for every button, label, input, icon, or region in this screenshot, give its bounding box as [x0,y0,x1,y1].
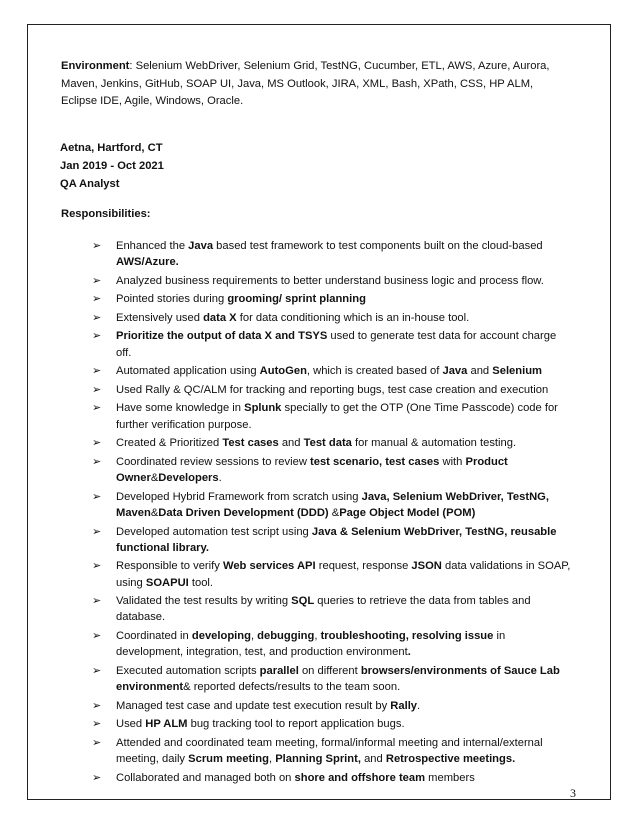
text: Executed automation scripts [116,664,260,677]
text: . [417,699,421,712]
text: Pointed stories during [116,293,228,306]
text: Collaborated and managed both on [116,771,295,784]
responsibility-item [92,310,572,326]
bold-text: Rally [390,699,418,712]
text: Automated application using [116,365,260,378]
text: Coordinated in [116,630,192,643]
responsibility-item [92,663,572,696]
bold-text: SOAPUI [145,576,189,589]
bold-text: Developers [158,472,219,485]
text: Attended and coordinated team meeting, formal/informal meeting and internal/external meeting, daily [116,736,543,766]
bold-text: Data Driven Development (DDD) [158,506,329,519]
bold-text: . [407,646,411,659]
responsibility-item [92,593,572,626]
text: & [328,506,340,519]
arrowhead-bullet-icon: ➢ [92,329,102,343]
text: tool. [188,576,214,589]
employment-dates: Jan 2019 - Oct 2021 [60,160,164,172]
text: used to generate test data for account charge off. [116,330,557,359]
responsibility-item [92,628,572,661]
bold-text: Planning Sprint, [275,753,361,766]
arrowhead-bullet-icon: ➢ [92,717,102,731]
arrowhead-bullet-icon: ➢ [92,436,102,450]
bold-text: JSON [411,560,442,573]
company-location: Aetna, Hartford, CT [60,142,163,154]
text: Developed Hybrid Framework from scratch using [116,490,362,503]
text: & [150,506,159,519]
text: on different [298,664,361,677]
responsibility-item [92,238,572,271]
text: Have some knowledge in [116,402,245,415]
arrowhead-bullet-icon: ➢ [92,594,102,608]
responsibility-item [92,435,572,451]
responsibility-item [92,291,572,307]
bold-text: Test data [303,437,352,450]
job-header [60,139,164,193]
bold-text: Java [188,240,214,252]
text: in development, integration, test, and production environment [116,630,506,659]
job-title: QA Analyst [60,178,120,190]
arrowhead-bullet-icon: ➢ [92,454,102,468]
bold-text: Splunk [244,402,282,415]
responsibility-item [92,454,572,487]
responsibility-item [92,524,572,557]
bold-text: parallel [259,664,299,677]
bold-text: Page Object Model (POM) [339,506,476,519]
responsibility-item [92,273,572,289]
bold-text: AutoGen [259,365,307,378]
arrowhead-bullet-icon: ➢ [92,310,102,324]
text: & [150,472,159,485]
environment-text: : Selenium WebDriver, Selenium Grid, TestNG, Cucumber, ETL, AWS, Azure, Aurora, Maven, Jenkins, GitHub, SOAP UI, Java, MS Outlook, JIRA, XML, Bash, XPath, CSS, HP ALM, Eclipse IDE, Agile, Windows, Oracle. [61,60,550,107]
bold-text: Retrospective meetings. [385,753,516,766]
bold-text: Java, Selenium WebDriver, TestNG, Maven [116,490,549,519]
bold-text: Prioritize the output of data X and TSYS [116,330,328,343]
responsibility-item [92,558,572,591]
text: , [250,630,258,643]
bold-text: Selenium [492,365,543,378]
arrowhead-bullet-icon: ➢ [92,273,102,287]
arrowhead-bullet-icon: ➢ [92,559,102,573]
bold-text: developing [191,630,251,643]
arrowhead-bullet-icon: ➢ [92,489,102,503]
text: & reported defects/results to the team soon. [183,681,401,694]
responsibility-item [92,770,572,786]
page-number: 3 [570,786,576,800]
responsibility-item [92,400,572,433]
text: and [467,365,493,378]
text: Extensively used [116,311,204,324]
text: Coordinated review sessions to review [116,455,311,468]
responsibilities-list [92,238,572,788]
text: request, response [315,560,412,573]
arrowhead-bullet-icon: ➢ [92,770,102,784]
text: bug tracking tool to report application bugs. [187,718,405,731]
text: and [278,437,304,450]
bold-text: troubleshooting, resolving issue [320,630,494,643]
bold-text: Product Owner [116,455,508,485]
text: based test framework to test components built on the cloud-based [213,240,543,252]
responsibility-item [92,489,572,522]
text: , [268,753,276,766]
arrowhead-bullet-icon: ➢ [92,364,102,378]
environment-label: Environment [61,60,130,72]
text: for manual & automation testing. [351,437,517,450]
bold-text: Java [442,365,468,378]
responsibility-item [92,382,572,398]
text: queries to retrieve the data from tables and database. [116,595,531,624]
text: Analyzed business requirements to better understand business logic and process flow. [116,274,544,287]
text: . [218,472,222,485]
text: Validated the test results by writing [116,595,292,608]
text: , which is created based of [306,365,443,378]
responsibility-item [92,328,572,361]
arrowhead-bullet-icon: ➢ [92,735,102,749]
arrowhead-bullet-icon: ➢ [92,382,102,396]
bold-text: HP ALM [145,718,188,731]
bold-text: AWS/Azure. [116,256,179,269]
text: for data conditioning which is an in-house tool. [236,311,470,324]
responsibility-item [92,363,572,379]
arrowhead-bullet-icon: ➢ [92,524,102,538]
responsibility-item [92,735,572,768]
text: Managed test case and update test execution result by [116,699,391,712]
text: specially to get the OTP (One Time Passcode) code for further verification purpose. [116,402,558,431]
arrowhead-bullet-icon: ➢ [92,698,102,712]
bold-text: debugging [257,630,315,643]
arrowhead-bullet-icon: ➢ [92,292,102,306]
text: members [425,771,475,784]
text: Used [116,718,146,731]
text: Used Rally & QC/ALM for tracking and reporting bugs, test case creation and execution [116,383,549,396]
responsibilities-heading: Responsibilities: [61,208,151,220]
bold-text: Web services API [222,560,316,573]
text: , [314,630,321,643]
text: data validations in SOAP, using [116,560,571,589]
responsibility-item [92,698,572,714]
text: with [439,455,466,468]
bold-text: browsers/environments of Sauce Lab environment [116,664,560,694]
bold-text: Java & Selenium WebDriver, TestNG, reusable functional library. [116,525,557,554]
arrowhead-bullet-icon: ➢ [92,239,102,252]
arrowhead-bullet-icon: ➢ [92,629,102,643]
text: and [360,753,386,766]
responsibility-item [92,716,572,732]
text: Developed automation test script using [116,525,312,538]
bold-text: Test cases [222,437,279,450]
bold-text: test scenario, test cases [310,455,440,468]
arrowhead-bullet-icon: ➢ [92,663,102,677]
environment-paragraph [61,58,571,111]
text: Enhanced the [116,240,189,252]
text: Responsible to verify [116,560,223,573]
arrowhead-bullet-icon: ➢ [92,401,102,415]
bold-text: SQL [291,595,315,608]
bold-text: grooming/ sprint planning [227,293,366,306]
bold-text: Scrum meeting [188,753,269,766]
bold-text: data X [203,311,237,324]
text: Created & Prioritized [116,437,223,450]
bold-text: shore and offshore team [294,771,426,784]
